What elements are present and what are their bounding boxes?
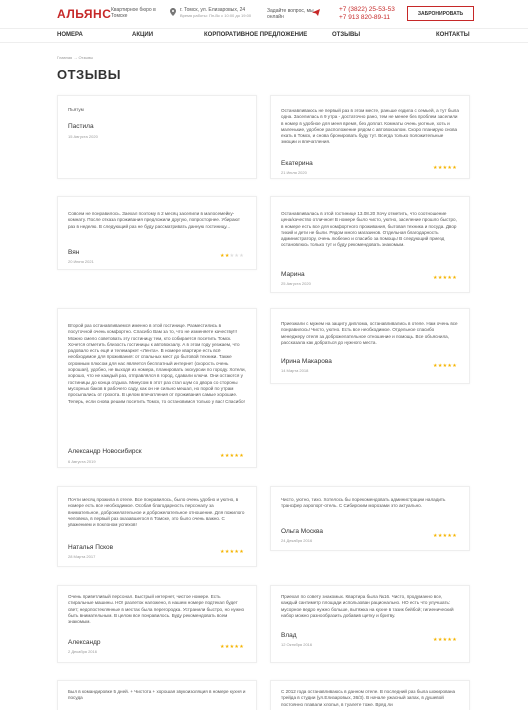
review-card [270,486,470,551]
review-text: Почти месяц прожила в отеле. Все понравилось, было очень удобно и уютно, в номере есть все необходимое. Особая благодарность персоналу за внимательное, доброжелательное и доброжелательное отношение. Для пожилого человека, в первый раз оказавшегося в Томске, это было очень важно. С уважением и поклоном успехов! [68,497,245,528]
star-icon: ★ [447,533,453,539]
review-card [57,585,257,663]
review-date: 21 Июля 2020 [281,170,307,175]
star-icon: ★ [452,533,457,539]
star-icon: ★ [239,644,244,650]
nav-rooms[interactable]: НОМЕРА [57,32,83,38]
phone-1[interactable]: +7 (3822) 25-53-53 [339,6,395,13]
review-date: 12 Октября 2016 [281,642,313,647]
star-icon: ★ [437,533,443,539]
rating-stars [433,363,457,369]
site-header [0,0,528,27]
star-icon: ★ [437,275,443,281]
send-icon[interactable] [312,9,320,16]
review-card [270,196,470,293]
review-card [57,196,257,270]
star-icon: ★ [452,275,457,281]
review-card [270,95,470,179]
star-icon: ★ [442,363,448,369]
address-hours: Время работы: Пн-Вс с 10:00 до 19:00 [180,13,252,18]
nav-promotions[interactable]: АКЦИИ [132,32,154,38]
review-card [270,585,470,663]
star-icon: ★ [239,453,244,459]
review-card [57,95,257,179]
star-icon: ★ [224,549,230,555]
review-text: Совсем не понравилось. Заехал поэтому в 2 месяц заселили в малосемейку-комнату. После отказа проживания предложили другую, попросторнее. Убирают раз в неделю. В следующий раз не буду рассматривать данную гостиницу... [68,211,240,229]
main-nav [0,28,528,43]
review-date: 25 Августа 2020 [281,281,311,286]
review-date: 2 Декабря 2016 [68,649,97,654]
star-icon: ★ [433,165,438,171]
review-date: 28 Марта 2017 [68,554,96,559]
review-card [57,308,257,468]
star-icon: ★ [452,637,457,643]
star-icon: ★ [452,165,457,171]
review-author: Александр Новосибирск [68,448,142,455]
rating-stars [433,275,457,281]
rating-stars [433,533,457,539]
review-text: Приезжали с мужем на защиту диплома, останавливались в отеле. Нам очень все понравилось! Чисто, уютно. Есть все необходимое. Отдельное спасибо менеджеру отеля за доброжелательное отношение и помощь. Все объяснила, рассказала как добраться до нужного места. [281,321,458,345]
star-icon: ★ [447,165,453,171]
review-date: 20 Июня 2021 [68,259,94,264]
book-button[interactable]: ЗАБРОНИРОВАТЬ [407,6,474,21]
review-card [270,308,470,384]
star-icon: ★ [220,644,225,650]
star-icon: ★ [234,453,240,459]
star-icon: ★ [447,363,453,369]
review-text: Останавливалась в этой гостинице 13.08.20 Хочу отметить, что соотношение цена/качество отличное! В номере было чисто, уютно, заселение прошло быстро, в номере есть все для комфортного проживания, бытовая техника и посуда. Двор тихий и дети не были. Рядом много магазинов. Отдельная благодарность администратору, очень любезно и спасибо за помощь! В следующий приезд остановлюсь только тут и буду рекомендовать знакомым. [281,211,457,248]
star-icon: ★ [220,453,225,459]
breadcrumb[interactable]: Главная → Отзывы [57,55,94,60]
rating-stars [220,549,244,555]
star-icon: ★ [239,253,244,259]
tagline: Квартирное бюро в Томске [111,7,156,19]
star-icon: ★ [220,549,225,555]
rating-stars [433,637,457,643]
review-date: 14 Марта 2018 [281,368,309,373]
star-icon: ★ [447,275,453,281]
page-title: ОТЗЫВЫ [57,67,122,82]
star-icon: ★ [234,253,240,259]
review-date: 24 Декабря 2016 [281,538,313,543]
rating-stars [220,453,244,459]
star-icon: ★ [437,363,443,369]
review-card [57,680,257,710]
review-date: 15 Августа 2020 [68,134,98,139]
star-icon: ★ [234,644,240,650]
map-pin-icon [170,8,176,16]
address-text: г. Томск, ул. Елизаровых, 24 [180,7,246,13]
nav-contacts[interactable]: КОНТАКТЫ [436,32,470,38]
star-icon: ★ [442,637,448,643]
logo[interactable]: АЛЬЯНС [57,7,112,21]
review-text: Пьятум [68,107,84,112]
star-icon: ★ [224,644,230,650]
phone-2[interactable]: +7 913 820-89-11 [339,14,391,21]
star-icon: ★ [433,637,438,643]
star-icon: ★ [239,549,244,555]
star-icon: ★ [234,549,240,555]
ask-question-link[interactable]: Задайте вопрос, мы онлайн [267,8,314,20]
review-author: Александр [68,639,101,646]
review-author: Ирина Макарова [281,358,332,365]
review-author: Ольга Москва [281,528,324,535]
nav-corporate[interactable]: КОРПОРАТИВНОЕ ПРЕДЛОЖЕНИЕ [204,32,308,38]
star-icon: ★ [447,637,453,643]
review-author: Пастила [68,123,94,130]
review-text: С 2012 года останавливаюсь в данном отеле. В последний раз была шокирована трейда в студии (ул.Елизаровых, 36/3). В начале ужасный запах, в душевой постоянно плавали хлопья, в туалете тоже. Вряд ли [281,689,456,707]
star-icon: ★ [224,453,230,459]
star-icon: ★ [229,253,235,259]
star-icon: ★ [442,533,448,539]
address [180,7,260,19]
star-icon: ★ [437,637,443,643]
star-icon: ★ [224,253,230,259]
nav-reviews[interactable]: ОТЗЫВЫ [332,32,361,38]
review-text: Чисто, уютно, тихо. Хотелось бы порекомендовать администрации наладить трансфер аэропорт-отель. С Сибирским морозами это актуально. [281,497,446,509]
star-icon: ★ [433,363,438,369]
review-text: Очень приветливый персонал. Быстрый интернет, чистое номере. Есть стиральные машины. НО! разлеток наложено, в нашем номере подтекал будет свет; недопостеклянные в местах была перегородка. Устранили быстро, но нужно быть внимательным. В целом все понравилось. Буду рекомендовать всем знакомым. [68,594,245,625]
star-icon: ★ [229,644,235,650]
review-author: Марина [281,271,305,278]
review-author: Вян [68,249,80,256]
rating-stars [220,253,244,259]
review-author: Екатерина [281,160,313,167]
review-author: Наталья Псков [68,544,114,551]
star-icon: ★ [442,275,448,281]
star-icon: ★ [229,549,235,555]
review-text: Был в командировке 5 дней. + Чистота + хорошая звукоизоляция в номере кухня и посуда [68,689,246,701]
star-icon: ★ [433,533,438,539]
review-author: Влад [281,632,297,639]
phones [339,6,395,22]
review-text: Приехал по совету знакомых. Квартира была №16. Чисто, продуманно все, каждый сантиметр площади использован рационально. НО есть что улучшать: мусорное ведро нужно больше, вытяжка на кухне в тазик бейбой; гигиенический набор можно разнообразить добавив щетку и бритву. [281,594,454,618]
review-text: Второй раз останавливаемся именно в этой гостинице. Разместились в посуточной очень комфортно. Спасибо Вам за то, что не изменяете качеству!!! Можно смело советовать эту гостиницу тем, кто собирается посетить Томск. Хочется отметить близость гостиницы к автовокзалу. А в этом году уезжаем, что радовало есть ещё и телемаркет «Лента». В номере квартире есть всё необходимое для проживания: от спальных мест до бытовой техники. Также огромным плюсом для нас является бесплатный интернет (скорость очень хорошая), удобно, не выходя из номера, планировать экскурсии по городу. Хотели, хорошо, что не каждый раз, отправлялся в город, сдавали ключи. Они остаются у гостиницы до конца отдыха. Минусом в этот раз стал шум со двора со стороны мусорных баков в рабочего саду, как он не сильно мешал, но порой по утрам просыпались от грохота. В целом впечатления от проживания самые хорошие. Теперь, если снова решим посетить Томск, то остановимся только у вас! Спасибо! [68,323,246,404]
star-icon: ★ [442,165,448,171]
star-icon: ★ [437,165,443,171]
review-text: Останавливаюсь не первый раз в этом месте, раньше ездила с семьей, а тут была одна. Заселилась в 9 утра - достаточно рано, тем не менее без проблем заселили в номер в удобное для меня время, без доплат. Комнаты очень уютные, хоть и маленькие, удобное расположение рядом с автовокзалом. Скоро планирую снова ехать в Томск, и снова бронировать буду тут. Всегда только положительные эмоции и впечатления. [281,108,459,145]
rating-stars [433,165,457,171]
review-card [270,680,470,710]
star-icon: ★ [452,363,457,369]
rating-stars [220,644,244,650]
review-date: 6 Августа 2019 [68,459,96,464]
review-card [57,486,257,567]
star-icon: ★ [433,275,438,281]
star-icon: ★ [229,453,235,459]
star-icon: ★ [220,253,225,259]
